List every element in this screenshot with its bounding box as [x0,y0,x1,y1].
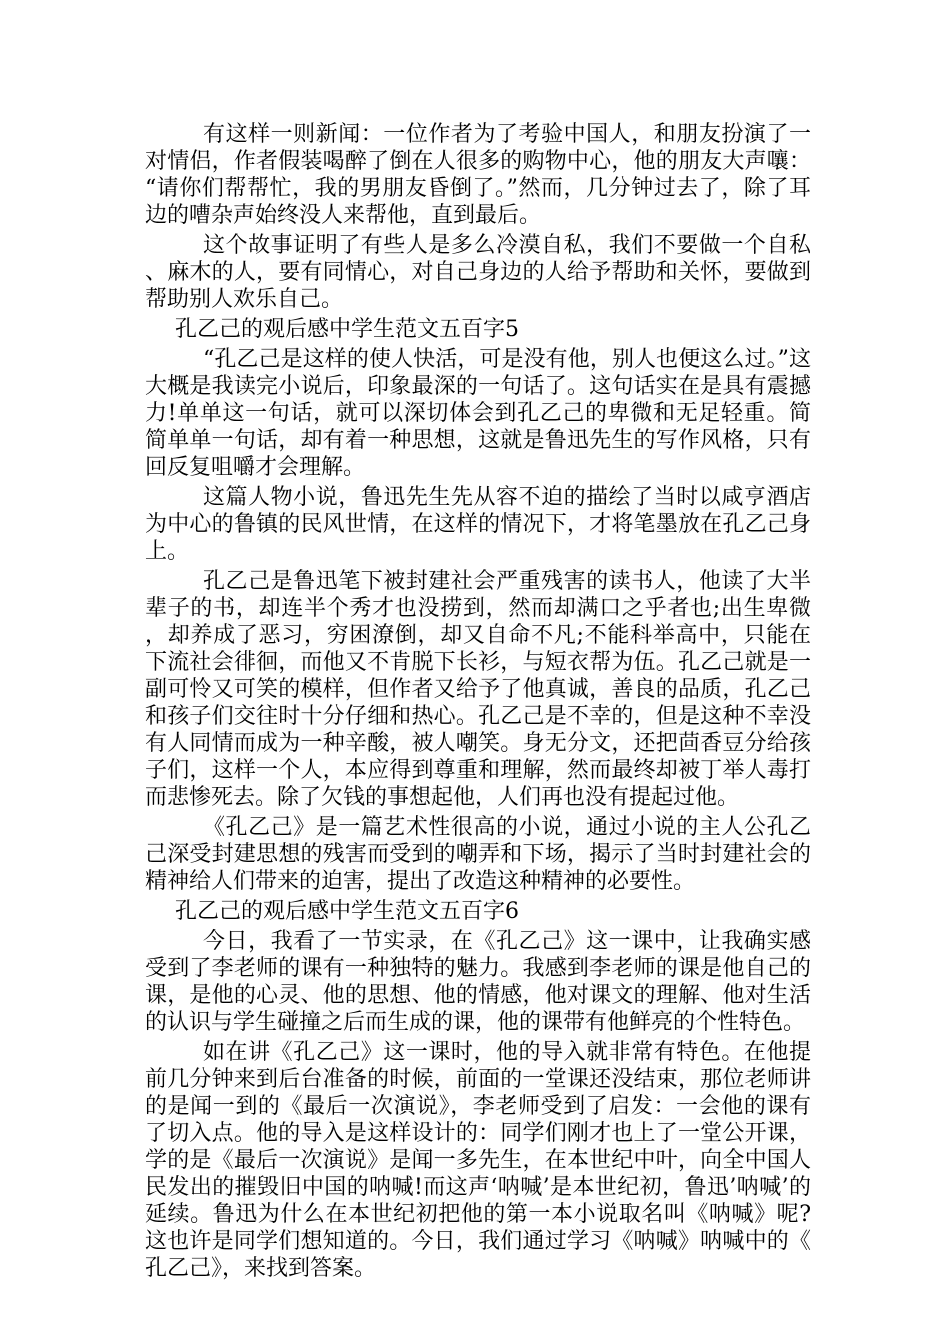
paragraph: 有这样一则新闻：一位作者为了考验中国人，和朋友扮演了一对情侣，作者假装喝醉了倒在人很多的购物中心，他的朋友大声嚷：“请你们帮帮忙，我的男朋友昏倒了。”然而，几分钟过去了，除了耳边的嘈杂声始终没人来帮他，直到最后。 [145,122,811,228]
paragraph: 这篇人物小说，鲁迅先生先从容不迫的描绘了当时以咸亨酒店为中心的鲁镇的民风世情，在这样的情况下，才将笔墨放在孔乙己身上。 [145,485,811,564]
document-page [145,121,811,1285]
section-heading: 孔乙己的观后感中学生范文五百字5 [175,317,519,342]
section-heading: 孔乙己的观后感中学生范文五百字6 [175,899,519,924]
paragraph: 这个故事证明了有些人是多么冷漠自私，我们不要做一个自私、麻木的人，要有同情心，对自己身边的人给予帮助和关怀，要做到帮助别人欢乐自己。 [145,233,811,312]
paragraph: 如在讲《孔乙己》这一课时，他的导入就非常有特色。在他提前几分钟来到后台准备的时候，前面的一堂课还没结束，那位老师讲的是闻一到的《最后一次演说》，李老师受到了启发：一会他的课有了切入点。他的导入是这样设计的：同学们刚才也上了一堂公开课，学的是《最后一次演说》是闻一多先生，在本世纪中叶，向全中国人民发出的摧毁旧中国的呐喊!而这声‘呐喊’是本世纪初，鲁迅’呐喊’的延续。鲁迅为什么在本世纪初把他的第一本小说取名叫《呐喊》呢?这也许是同学们想知道的。今日，我们通过学习《呐喊》呐喊中的《孔乙己》，来找到答案。 [145,1040,811,1281]
paragraph: 今日，我看了一节实录，在《孔乙己》这一课中，让我确实感受到了李老师的课有一种独特的魅力。我感到李老师的课是他自己的课，是他的心灵、他的思想、他的情感，他对课文的理解、他对生活的认识与学生碰撞之后而生成的课，他的课带有他鲜亮的个性特色。 [145,929,811,1035]
paragraph: “孔乙己是这样的使人快活，可是没有他，别人也便这么过。”这大概是我读完小说后，印象最深的一句话了。这句话实在是具有震撼力!单单这一句话，就可以深切体会到孔乙己的卑微和无足轻重。简简单单一句话，却有着一种思想，这就是鲁迅先生的写作风格，只有回反复咀嚼才会理解。 [145,347,811,480]
paragraph: 孔乙己是鲁迅笔下被封建社会严重残害的读书人，他读了大半辈子的书，却连半个秀才也没捞到，然而却满口之乎者也;出生卑微，却养成了恶习，穷困潦倒，却又自命不凡;不能科举高中，只能在下流社会徘徊，而他又不肯脱下长衫，与短衣帮为伍。孔乙己就是一副可怜又可笑的模样，但作者又给予了他真诚，善良的品质，孔乙己和孩子们交往时十分仔细和热心。孔乙己是不幸的，但是这种不幸没有人同情而成为一种辛酸，被人嘲笑。身无分文，还把茴香豆分给孩子们，这样一个人，本应得到尊重和理解，然而最终却被丁举人毒打而悲惨死去。除了欠钱的事想起他，人们再也没有提起过他。 [145,569,811,810]
paragraph: 《孔乙己》是一篇艺术性很高的小说，通过小说的主人公孔乙己深受封建思想的残害而受到的嘲弄和下场，揭示了当时封建社会的精神给人们带来的迫害，提出了改造这种精神的必要性。 [145,815,811,894]
